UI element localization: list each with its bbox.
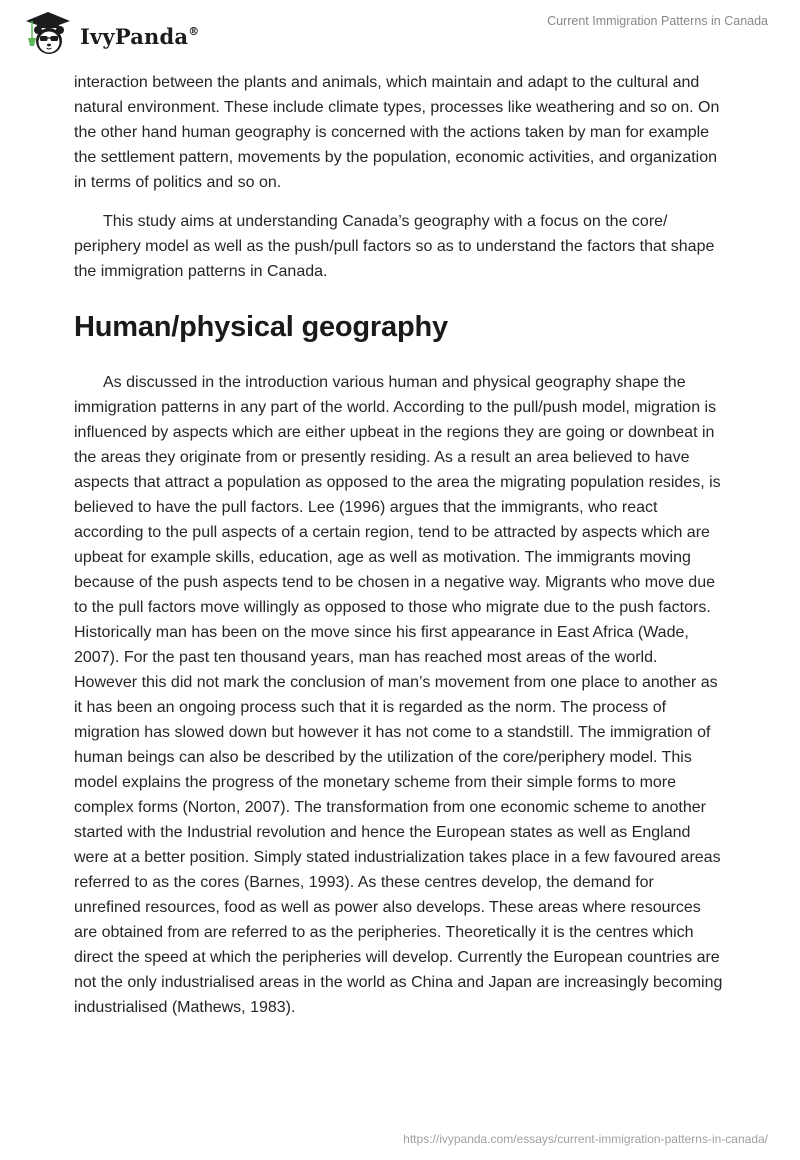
brand-logo[interactable] [18,8,199,56]
document-title: Current Immigration Patterns in Canada [547,14,768,28]
brand-name-text: IvyPanda [80,23,189,49]
registered-mark: ® [188,24,200,38]
panda-graduation-cap-logo-icon [18,8,74,56]
section-heading: Human/physical geography [74,311,448,343]
essay-content [74,70,724,1020]
page-header [0,0,800,60]
paragraph-human-physical-geography: As discussed in the introduction various human and physical geography shape the immigration patterns in any part of the world. According to the pull/push model, migration is influenced by aspects which are either upbeat in the regions they are going or downbeat in the areas they originate from or presently residing. As a result an area believed to have aspects that attract a population as opposed to the area the migrating population resides, is believed to have the pull factors. Lee (1996) argues that the immigrants, who react according to the pull aspects of a certain region, tend to be attracted by aspects which are upbeat for example skills, education, age as well as motivation. The immigrants moving because of the push aspects tend to be chosen in a negative way. Migrants who move due to the pull factors move willingly as opposed to those who migrate due to the push factors. Historically man has been on the move since his first appearance in East Africa (Wade, 2007). For the past ten thousand years, man has reached most areas of the world. However this did not mark the conclusion of man’s movement from one place to another as it has been an ongoing process such that it is regarded as the norm. The process of migration has slowed down but however it has not come to a standstill. The immigration of human beings can also be described by the utilization of the core/periphery model. This model explains the progress of the monetary scheme from their simple forms to more complex forms (Norton, 2007). The transformation from one economic scheme to another started with the Industrial revolution and hence the European states as well as England were at a better position. Simply stated industrialization takes place in a few favoured areas referred to as the cores (Barnes, 1993). As these centres develop, the demand for unrefined resources, food as well as power also develops. These areas where resources are obtained from are referred to as the peripheries. Theoretically it is the centres which direct the speed at which the peripheries will develop. Currently the European countries are not the only industrialised areas in the world as China and Japan are increasingly becoming industrialised (Mathews, 1983). [74,374,723,1016]
paragraph-intro-continued: interaction between the plants and animals, which maintain and adapt to the cultural and natural environment. These include climate types, processes like weathering and so on. On the other hand human geography is concerned with the actions taken by man for example the settlement pattern, movements by the population, economic activities, and organization in terms of politics and so on. [74,74,720,191]
brand-name [80,24,199,49]
source-url[interactable]: https://ivypanda.com/essays/current-immigration-patterns-in-canada/ [403,1132,768,1146]
paragraph-study-aim: This study aims at understanding Canada’s geography with a focus on the core/ periphery model as well as the push/pull factors so as to understand the factors that shape the immigration patterns in Canada. [74,213,715,280]
